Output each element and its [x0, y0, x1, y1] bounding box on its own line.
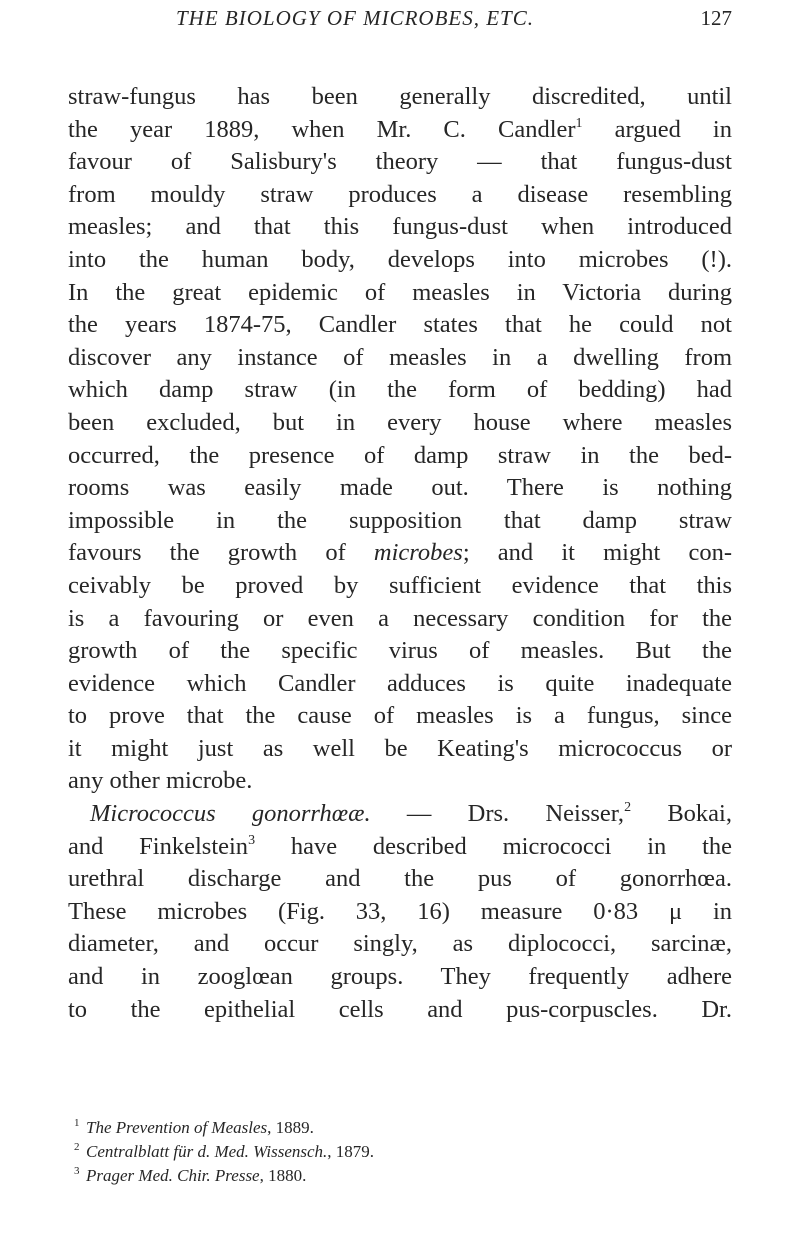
- paragraph-straw-fungus: [68, 81, 732, 798]
- footnotes: [68, 1116, 732, 1188]
- text-line: any other microbe.: [68, 767, 253, 795]
- text-line: diameter, and occur singly, as diplococci, sarcinæ,: [68, 930, 732, 958]
- text-line: straw-fungus has been generally discredited, until: [68, 83, 732, 110]
- footnote-text: , 1880.: [259, 1166, 307, 1185]
- footnote-title: The Prevention of Measles: [86, 1118, 268, 1137]
- text-line: [68, 537, 732, 570]
- text-line: rooms was easily made out. There is nothing: [68, 474, 732, 502]
- text-line: [68, 114, 732, 147]
- text-line: discover any instance of measles in a dwelling from: [68, 343, 732, 371]
- running-head-title: THE BIOLOGY OF MICROBES, ETC.: [176, 6, 534, 30]
- text-line: which damp straw (in the form of bedding) had: [68, 376, 732, 404]
- footnote-2: [68, 1140, 732, 1164]
- body-text: [68, 81, 732, 1026]
- text-span: — Drs. Neisser,: [370, 800, 625, 828]
- footnote-mark: 1: [74, 1117, 80, 1129]
- footnote-title: Prager Med. Chir. Presse: [86, 1166, 260, 1185]
- footnote-mark: 2: [74, 1141, 80, 1153]
- text-span: have described micrococci in the: [255, 832, 732, 860]
- text-line: In the great epidemic of measles in Victoria during: [68, 278, 732, 306]
- text-span: ; and it might con-: [462, 539, 732, 567]
- text-line: growth of the specific virus of measles. But the: [68, 637, 732, 665]
- text-line: These microbes (Fig. 33, 16) measure 0·83 μ in: [68, 897, 732, 925]
- footnote-text: , 1879.: [327, 1142, 375, 1161]
- text-line: been excluded, but in every house where measles: [68, 408, 732, 436]
- footnote-ref: 3: [248, 832, 256, 848]
- text-line: measles; and that this fungus-dust when introduced: [68, 213, 732, 241]
- italic-text: microbes: [373, 539, 463, 567]
- text-line: and in zooglœan groups. They frequently adhere: [68, 963, 732, 991]
- footnote-mark: 3: [74, 1165, 80, 1177]
- text-line: into the human body, develops into microbes (!).: [68, 245, 732, 273]
- text-line: occurred, the presence of damp straw in the bed-: [68, 441, 732, 469]
- footnote-text: , 1889.: [267, 1118, 314, 1137]
- text-span: argued in: [582, 115, 732, 143]
- section-heading: Micrococcus gonorrhœæ.: [90, 800, 371, 828]
- text-line: urethral discharge and the pus of gonorrhœa.: [68, 865, 732, 893]
- text-line: impossible in the supposition that damp straw: [68, 506, 732, 534]
- text-line: ceivably be proved by sufficient evidence that this: [68, 571, 732, 599]
- page-number: 127: [700, 6, 732, 30]
- text-span: favours the growth of: [68, 539, 374, 567]
- text-line: to prove that the cause of measles is a fungus, since: [68, 702, 732, 730]
- text-span: the year 1889, when Mr. C. Candler: [68, 115, 576, 143]
- text-span: and Finkelstein: [68, 832, 249, 860]
- text-line: the years 1874-75, Candler states that he could not: [68, 311, 732, 339]
- text-line: evidence which Candler adduces is quite inadequate: [68, 669, 732, 697]
- footnote-3: [68, 1164, 732, 1188]
- running-head: [68, 6, 732, 38]
- text-line: it might just as well be Keating's micrococcus or: [68, 734, 732, 762]
- paragraph-micrococcus-gonorrhoeae: [68, 798, 732, 1026]
- text-line: is a favouring or even a necessary condition for the: [68, 604, 732, 632]
- footnote-title: Centralblatt für d. Med. Wissensch.: [86, 1142, 328, 1161]
- footnote-ref: 2: [624, 800, 632, 816]
- text-line: from mouldy straw produces a disease resembling: [68, 180, 732, 208]
- footnote-1: [68, 1116, 732, 1140]
- text-span: Bokai,: [631, 800, 732, 828]
- text-line: [68, 831, 732, 864]
- footnote-ref: 1: [575, 115, 583, 131]
- text-line: to the epithelial cells and pus-corpuscles. Dr.: [68, 995, 732, 1023]
- text-line: favour of Salisbury's theory — that fungus-dust: [68, 148, 732, 176]
- text-line: [68, 798, 732, 831]
